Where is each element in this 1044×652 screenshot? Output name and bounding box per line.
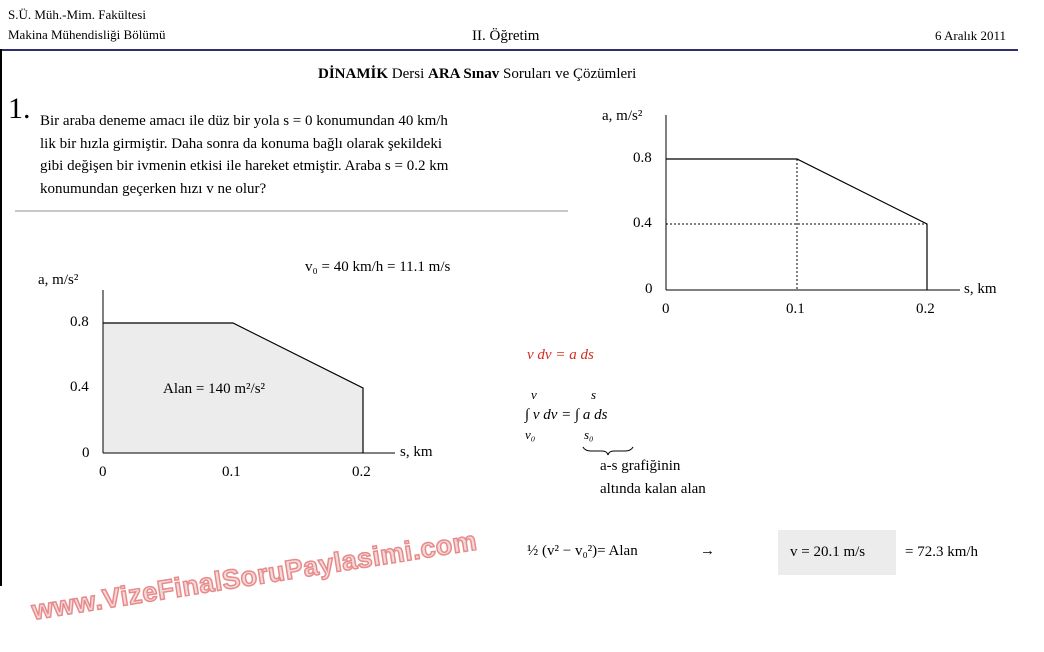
page-title: DİNAMİK Dersi ARA Sınav Soruları ve Çözümleri [318,66,637,82]
y-tick: 0 [645,281,653,297]
x-tick: 0.1 [222,464,241,480]
brace-note: a-s grafiğinin [600,458,681,474]
x-tick: 0 [662,301,670,317]
y-axis-label: a, m/s² [38,272,79,288]
x-axis-label: s, km [964,281,997,297]
question-graph [666,115,960,290]
arrow: → [700,543,715,559]
result-value: v = 20.1 m/s [790,544,866,560]
x-tick: 0.2 [352,464,371,480]
underbrace [583,447,633,455]
x-tick: 0 [99,464,107,480]
watermark: www.VizeFinalSoruPaylasimi.com [29,525,479,626]
y-tick: 0.8 [633,150,652,166]
y-tick: 0.4 [70,379,89,395]
y-tick: 0.8 [70,314,89,330]
lower-limit-v: v₀ [525,427,536,442]
solution-graph [103,290,395,453]
differential-equation: v dv = a ds [527,347,594,363]
initial-velocity: v₀ = 40 km/h = 11.1 m/s [305,259,451,275]
department-name: Makina Mühendisliği Bölümü [8,27,166,42]
date-label: 6 Aralık 2011 [935,28,1007,43]
question-text: Bir araba deneme amacı ile düz bir yola s = 0 konumundan 40 km/h lik bir hızla girmiştir. Daha sonra da konuma bağlı olarak şekildeki gibi değişen bir ivmenin etkisi ile hareket etmiştir. Araba s = 0.2 km konumundan geçerken hızı v ne olur? [40,113,449,197]
energy-equation: ½ (v² − v₀²)= Alan [527,543,638,559]
y-tick: 0 [82,445,90,461]
faculty-name: S.Ü. Müh.-Mim. Fakültesi [8,7,146,22]
program-label: II. Öğretim [472,28,540,44]
upper-limit-s: s [591,387,597,402]
x-tick: 0.2 [916,301,935,317]
integral-equation: ∫ v dv = ∫ a ds [525,407,608,423]
result-kmh: = 72.3 km/h [905,544,979,560]
y-axis-label: a, m/s² [602,108,643,124]
brace-note: altında kalan alan [600,481,706,497]
x-tick: 0.1 [786,301,805,317]
y-tick: 0.4 [633,215,652,231]
question-number: 1. [8,92,31,125]
area-annotation: Alan = 140 m²/s² [163,381,266,397]
x-axis-label: s, km [400,444,433,460]
upper-limit-v: v [531,387,537,402]
lower-limit-s: s₀ [584,427,594,442]
